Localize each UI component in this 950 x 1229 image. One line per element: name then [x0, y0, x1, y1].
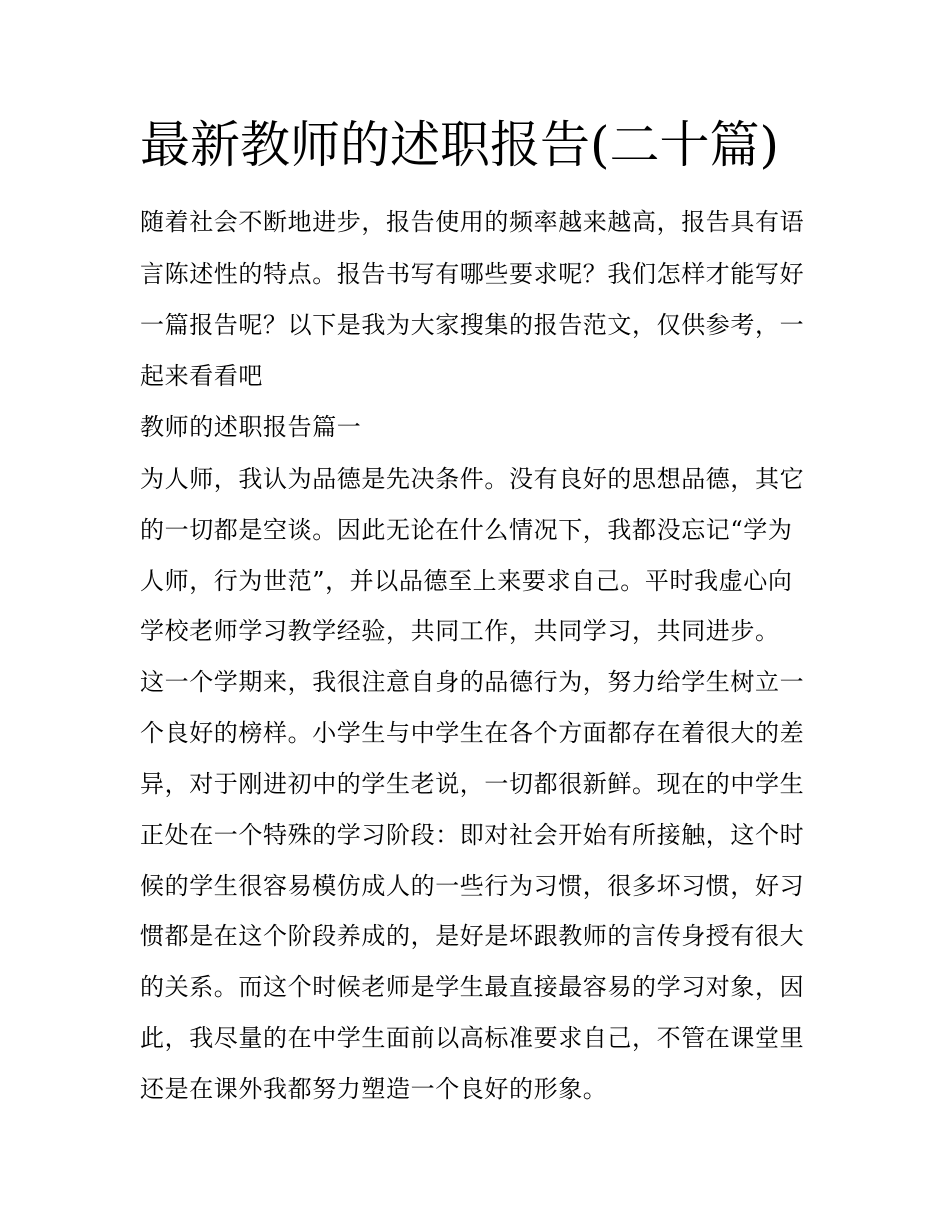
body-line-5: 这一个学期来，我很注意自身的品德行为，努力给学生树立一: [140, 668, 805, 696]
body-line-4: 学校老师学习教学经验，共同工作，共同学习，共同进步。: [140, 617, 780, 645]
intro-line-3: 一篇报告呢？以下是我为大家搜集的报告范文，仅供参考，一: [140, 311, 805, 339]
body-line-13: 还是在课外我都努力塑造一个良好的形象。: [140, 1075, 608, 1103]
body-line-6: 个良好的榜样。小学生与中学生在各个方面都存在着很大的差: [140, 719, 805, 747]
intro-line-2: 言陈述性的特点。报告书写有哪些要求呢？我们怎样才能写好: [140, 260, 805, 288]
body-line-9: 候的学生很容易模仿成人的一些行为习惯，很多坏习惯，好习: [140, 872, 805, 900]
body-line-8: 正处在一个特殊的学习阶段：即对社会开始有所接触，这个时: [140, 821, 805, 849]
body-line-2: 的一切都是空谈。因此无论在什么情况下，我都没忘记“学为: [140, 516, 793, 544]
body-line-7: 异，对于刚进初中的学生老说，一切都很新鲜。现在的中学生: [140, 770, 805, 798]
intro-line-1: 随着社会不断地进步，报告使用的频率越来越高，报告具有语: [140, 208, 805, 236]
body-line-12: 此，我尽量的在中学生面前以高标准要求自己，不管在课堂里: [140, 1024, 805, 1052]
body-line-3: 人师，行为世范”，并以品德至上来要求自己。平时我虚心向: [140, 567, 793, 595]
document-title: 最新教师的述职报告(二十篇): [140, 116, 780, 174]
body-line-10: 惯都是在这个阶段养成的，是好是坏跟教师的言传身授有很大: [140, 922, 805, 950]
intro-line-4: 起来看看吧: [140, 362, 263, 390]
body-line-11: 的关系。而这个时候老师是学生最直接最容易的学习对象，因: [140, 973, 805, 1001]
section-heading: 教师的述职报告篇一: [140, 413, 362, 441]
body-line-1: 为人师，我认为品德是先决条件。没有良好的思想品德，其它: [140, 465, 805, 493]
